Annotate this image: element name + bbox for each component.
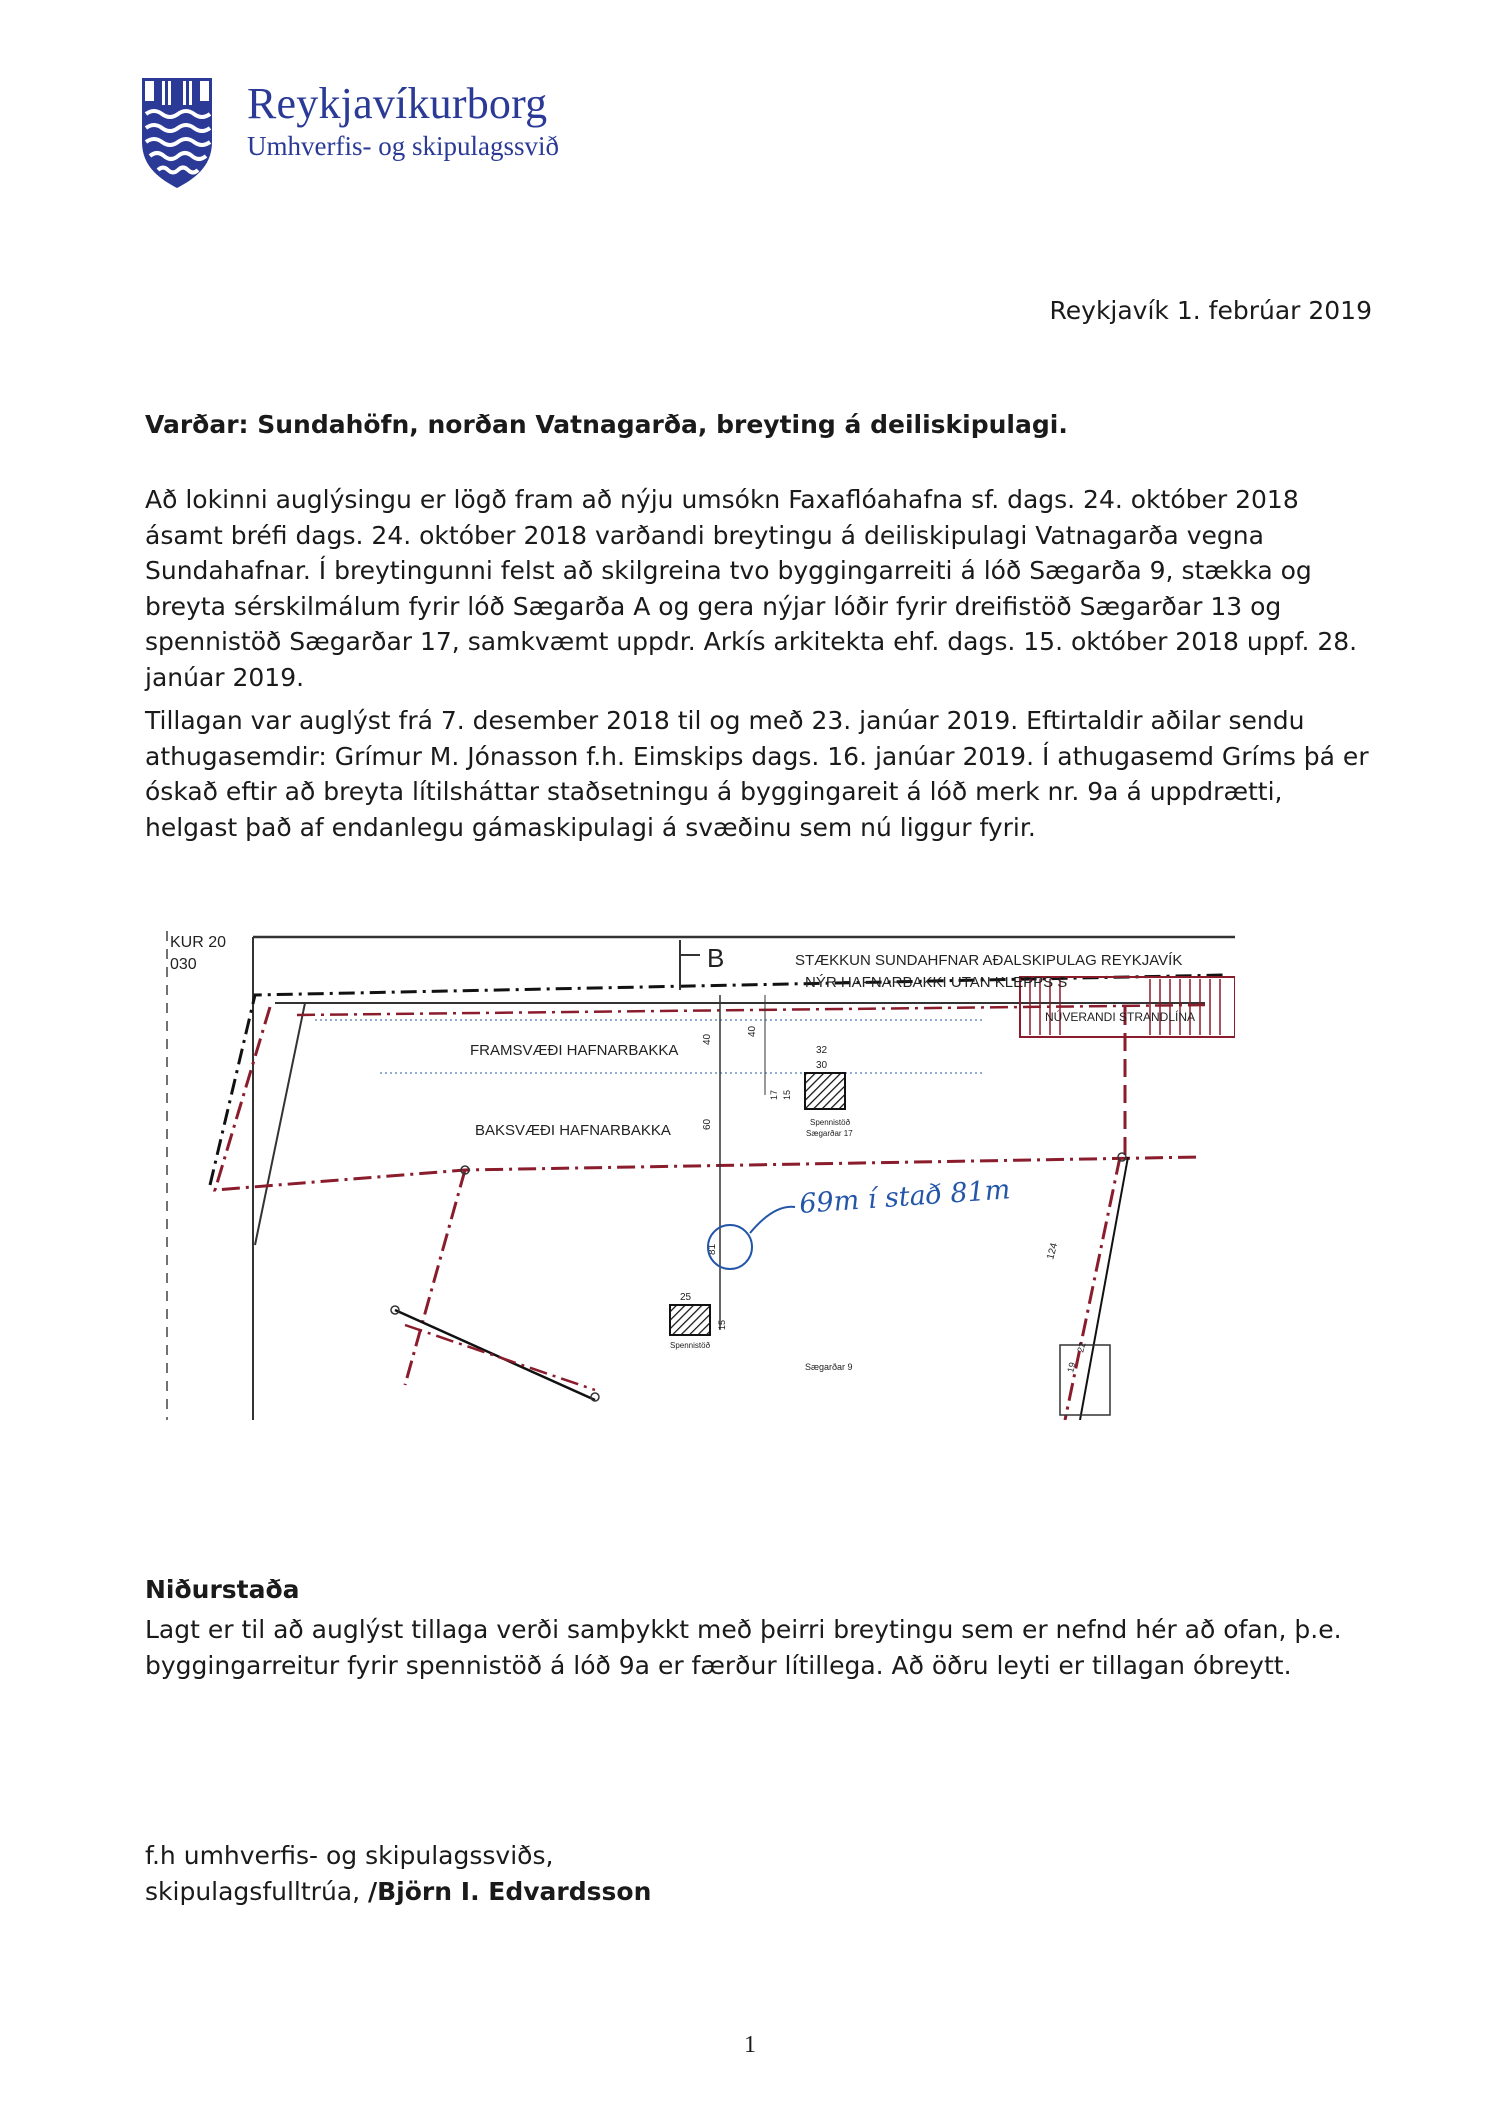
department-name: Umhverfis- og skipulagssvið xyxy=(247,131,559,161)
map-plan-title-1: STÆKKUN SUNDAHFNAR AÐALSKIPULAG REYKJAVÍK xyxy=(795,952,1183,969)
map-dim-40-right: 40 xyxy=(747,1025,758,1037)
page-number: 1 xyxy=(744,2032,756,2058)
map-lot-label: Sægarðar 9 xyxy=(805,1362,853,1372)
map-front-area-label: FRAMSVÆÐI HAFNARBAKKA xyxy=(470,1042,679,1059)
paragraph-application: Að lokinni auglýsingu er lögð fram að nýju umsókn Faxaflóahafna sf. dags. 24. október 2018 ásamt bréfi dags. 24. október 2018 varðandi breytingu á deiliskipulagi Vatnagarða vegna Sundahafnar. Í breytingunni felst að skilgreina tvo byggingarreiti á lóð Sægarða 9, stækka og breyta sérskilmálum fyrir lóð Sægarða A og gera nýjar lóðir fyrir dreifistöð Sægarðar 13 og spennistöð Sægarðar 17, samkvæmt uppdr. Arkís arkitekta ehf. dags. 15. október 2018 uppf. 28. janúar 2019. xyxy=(145,485,1358,692)
document-date: Reykjavík 1. febrúar 2019 xyxy=(1049,296,1372,325)
map-dim-15-bottom: 15 xyxy=(717,1319,727,1330)
map-dim-81: 81 xyxy=(707,1243,718,1255)
paragraph-comments: Tillagan var auglýst frá 7. desember 2018 til og með 23. janúar 2019. Eftirtaldir aðilar sendu athugasemdir: Grímur M. Jónasson f.h. Eimskips dags. 16. janúar 2019. Í athugasemd Gríms þá er óskað eftir að breyta lítilsháttar staðsetningu á byggingareit á lóð merk nr. 9a á uppdrætti, helgast það af endanlegu gámaskipulagi á svæðinu sem nú liggur fyrir. xyxy=(145,706,1369,842)
map-corner-label-2: 030 xyxy=(170,956,197,973)
plan-drawing-excerpt xyxy=(165,925,1235,1420)
map-dim-15-top: 15 xyxy=(782,1089,792,1100)
signature-line-2 xyxy=(145,1877,651,1906)
map-handwritten-note: 69m í stað 81m xyxy=(798,1174,1012,1220)
map-dim-25: 25 xyxy=(680,1292,692,1303)
signature-role: skipulagsfulltrúa, xyxy=(145,1877,368,1906)
map-dim-60: 60 xyxy=(702,1118,713,1130)
map-dim-32: 32 xyxy=(816,1045,828,1056)
signature-name: /Björn I. Edvardsson xyxy=(368,1877,652,1906)
conclusion-text: Lagt er til að auglýst tillaga verði samþykkt með þeirri breytingu sem er nefnd hér að ofan, þ.e. byggingarreitur fyrir spennistöð á lóð 9a er færður lítillega. Að öðru leyti er tillagan óbreytt. xyxy=(145,1615,1342,1680)
map-dim-22: 22 xyxy=(1075,1341,1088,1354)
organization-name: Reykjavíkurborg xyxy=(247,79,548,128)
conclusion-heading: Niðurstaða xyxy=(145,1575,300,1604)
map-existing-shoreline: NÚVERANDI STRANDLÍNA xyxy=(1045,1010,1196,1024)
map-substation-label-1: Spennistöð xyxy=(810,1118,851,1127)
map-dim-30: 30 xyxy=(816,1060,828,1071)
map-substation-small-label: Spennistöð xyxy=(670,1341,711,1350)
map-plan-title-2: NÝR HAFNARBAKKI UTAN KLEPPS S xyxy=(805,974,1068,991)
map-dim-19: 19 xyxy=(1065,1361,1078,1374)
map-corner-label-1: KUR 20 xyxy=(170,934,227,951)
reykjavik-coat-of-arms-logo xyxy=(140,76,214,190)
map-section-marker: B xyxy=(707,943,725,973)
map-back-area-label: BAKSVÆÐI HAFNARBAKKA xyxy=(475,1122,671,1139)
subject-line: Varðar: Sundahöfn, norðan Vatnagarða, breyting á deiliskipulagi. xyxy=(145,410,1068,439)
map-dim-40-left: 40 xyxy=(702,1033,713,1045)
map-substation-label-2: Sægarðar 17 xyxy=(806,1129,853,1138)
map-dim-17: 17 xyxy=(769,1089,779,1100)
signature-line-1: f.h umhverfis- og skipulagssviðs, xyxy=(145,1841,554,1870)
map-dim-124: 124 xyxy=(1045,1241,1061,1261)
